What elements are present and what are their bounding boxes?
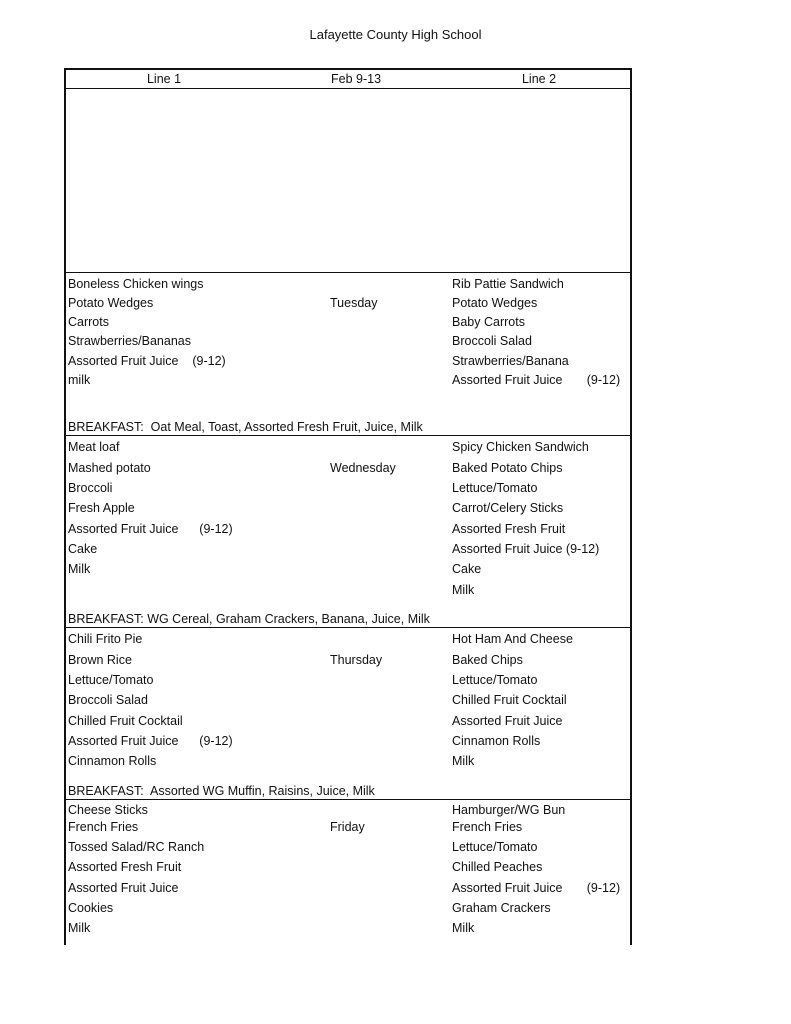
wed-l2-0: Spicy Chicken Sandwich [452,440,589,454]
tue-breakfast: BREAKFAST: Oat Meal, Toast, Assorted Fresh Fruit, Juice, Milk [68,420,423,434]
thu-l1-1: Brown Rice [68,653,132,667]
wed-day: Wednesday [330,461,396,475]
wednesday-top-divider [64,435,632,436]
thu-l2-1: Baked Chips [452,653,523,667]
thu-l1-3: Broccoli Salad [68,693,148,707]
fri-l1-0: Cheese Sticks [68,803,148,817]
thu-l1-2: Lettuce/Tomato [68,673,154,687]
fri-l2-6: Milk [452,921,475,935]
thu-l2-3: Chilled Fruit Cocktail [452,693,567,707]
fri-l2-4: Assorted Fruit Juice (9-12) [452,881,621,895]
fri-l1-1: French Fries [68,820,139,834]
tue-day: Tuesday [330,296,378,310]
tue-l2-1: Potato Wedges [452,296,538,310]
wed-l1-4: Assorted Fruit Juice (9-12) [68,522,233,536]
fri-l1-2: Tossed Salad/RC Ranch [68,840,205,854]
thu-l2-5: Cinnamon Rolls [452,734,541,748]
thu-l2-2: Lettuce/Tomato [452,673,538,687]
tue-l1-4: Assorted Fruit Juice (9-12) [68,354,226,368]
thu-l1-0: Chili Frito Pie [68,632,143,646]
thu-l2-6: Milk [452,754,475,768]
wed-l1-6: Milk [68,562,91,576]
fri-l2-3: Chilled Peaches [452,860,543,874]
wed-l1-1: Mashed potato [68,461,151,475]
wed-l1-3: Fresh Apple [68,501,135,515]
thu-l2-4: Assorted Fruit Juice [452,714,563,728]
header-line1: Line 1 [146,72,182,86]
table-left-border [64,68,66,945]
thu-l2-0: Hot Ham And Cheese [452,632,573,646]
thu-breakfast: BREAKFAST: Assorted WG Muffin, Raisins, Juice, Milk [68,784,375,798]
tue-l1-3: Strawberries/Bananas [68,334,191,348]
tuesday-top-divider [64,272,632,273]
header-line2: Line 2 [521,72,557,86]
wed-l1-5: Cake [68,542,98,556]
wed-l1-2: Broccoli [68,481,113,495]
wed-l2-4: Assorted Fresh Fruit [452,522,566,536]
tue-l2-3: Broccoli Salad [452,334,532,348]
wed-l2-2: Lettuce/Tomato [452,481,538,495]
tue-l2-5: Assorted Fruit Juice (9-12) [452,373,621,387]
fri-l1-5: Cookies [68,901,114,915]
friday-top-divider [64,799,632,800]
fri-l1-4: Assorted Fruit Juice [68,881,179,895]
wed-l2-7: Milk [452,583,475,597]
tue-l1-1: Potato Wedges [68,296,154,310]
wed-l2-6: Cake [452,562,482,576]
fri-l2-0: Hamburger/WG Bun [452,803,566,817]
header-divider [64,88,632,89]
fri-day: Friday [330,820,365,834]
thursday-top-divider [64,627,632,628]
fri-l2-5: Graham Crackers [452,901,551,915]
tue-l2-0: Rib Pattie Sandwich [452,277,564,291]
thu-day: Thursday [330,653,383,667]
table-right-border [630,68,632,945]
fri-l2-2: Lettuce/Tomato [452,840,538,854]
table-top-border [64,68,632,70]
fri-l1-6: Milk [68,921,91,935]
tue-l1-0: Boneless Chicken wings [68,277,204,291]
wed-l2-1: Baked Potato Chips [452,461,563,475]
wed-l1-0: Meat loaf [68,440,120,454]
thu-l1-5: Assorted Fruit Juice (9-12) [68,734,233,748]
header-week: Feb 9-13 [330,72,382,86]
page-title: Lafayette County High School [309,27,482,42]
thu-l1-4: Chilled Fruit Cocktail [68,714,183,728]
tue-l1-2: Carrots [68,315,109,329]
wed-breakfast: BREAKFAST: WG Cereal, Graham Crackers, Banana, Juice, Milk [68,612,430,626]
thu-l1-6: Cinnamon Rolls [68,754,157,768]
tue-l2-4: Strawberries/Banana [452,354,569,368]
wed-l2-3: Carrot/Celery Sticks [452,501,564,515]
wed-l2-5: Assorted Fruit Juice (9-12) [452,542,600,556]
fri-l2-1: French Fries [452,820,523,834]
tue-l2-2: Baby Carrots [452,315,525,329]
fri-l1-3: Assorted Fresh Fruit [68,860,182,874]
tue-l1-5: milk [68,373,91,387]
